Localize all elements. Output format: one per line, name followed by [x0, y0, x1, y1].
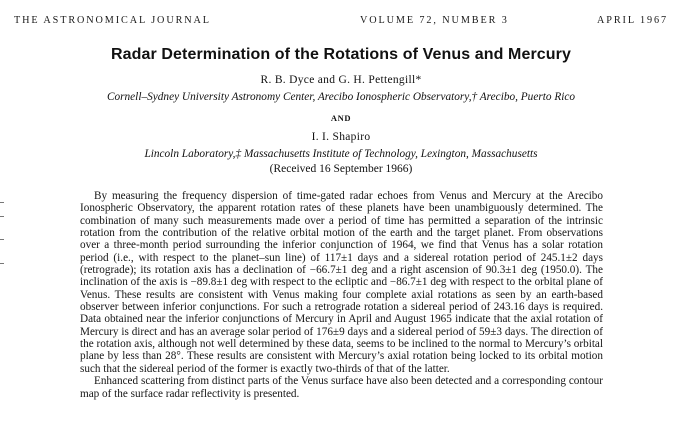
authors-secondary: I. I. Shapiro: [311, 131, 371, 143]
affiliation-primary: Cornell–Sydney University Astronomy Center, Arecibo Ionospheric Observatory,† Arecibo, Puerto Rico: [106, 91, 576, 103]
authors-primary: R. B. Dyce and G. H. Pettengill*: [260, 74, 422, 86]
abstract-paragraph-scattering: Enhanced scattering from distinct parts of the Venus surface have also been detected and a corresponding contour map of the surface radar reflectivity is presented.: [80, 375, 603, 400]
volume-number: VOLUME 72, NUMBER 3: [360, 15, 509, 26]
journal-name: THE ASTRONOMICAL JOURNAL: [14, 15, 211, 26]
issue-date: APRIL 1967: [597, 15, 668, 26]
authors-conjunction: AND: [330, 113, 352, 123]
paper-title: Radar Determination of the Rotations of Venus and Mercury: [111, 46, 571, 63]
abstract: [80, 190, 603, 400]
running-head: [14, 15, 668, 29]
received-date: (Received 16 September 1966): [269, 163, 413, 175]
margin-marks: [0, 190, 6, 290]
abstract-paragraph-rotation: By measuring the frequency dispersion of time-gated radar echoes from Venus and Mercury at the Arecibo Ionospheric Observatory, the apparent rotation rates of these planets have been unambiguously determined. The combination of many such measurements made over a period of time has permitted a separation of the intrinsic rotation from the contribution of the relative orbital motion of the earth and the target planet. From observations over a three-month period surrounding the inferior conjunction of 1964, we find that Venus has a solar rotation period (i.e., with respect to the planet–sun line) of 117±1 days and a sidereal rotation period of 245.1±2 days (retrograde); its rotation axis has a declination of −66.7±1 deg and a right ascension of 90.3±1 deg (1950.0). The inclination of the axis is −89.8±1 deg with respect to the ecliptic and −86.7±1 deg with respect to the orbital plane of Venus. These results are consistent with Venus making four complete axial rotations as seen by an earth-based observer between inferior conjunctions. For such a retrograde rotation a sidereal period of 243.16 days is required. Data obtained near the inferior conjunctions of Mercury in April and August 1965 indicate that the axial rotation of Mercury is direct and has an average solar period of 176±9 days and a sidereal period of 59±3 days. The direction of the rotation axis, although not well determined by these data, seems to be inclined to the normal to Mercury’s orbital plane by less than 28°. These results are consistent with Mercury’s axial rotation being locked to its orbital motion such that the sidereal period of the former is exactly two-thirds of that of the latter.: [80, 190, 603, 375]
affiliation-secondary: Lincoln Laboratory,‡ Massachusetts Institute of Technology, Lexington, Massachusetts: [144, 148, 538, 160]
